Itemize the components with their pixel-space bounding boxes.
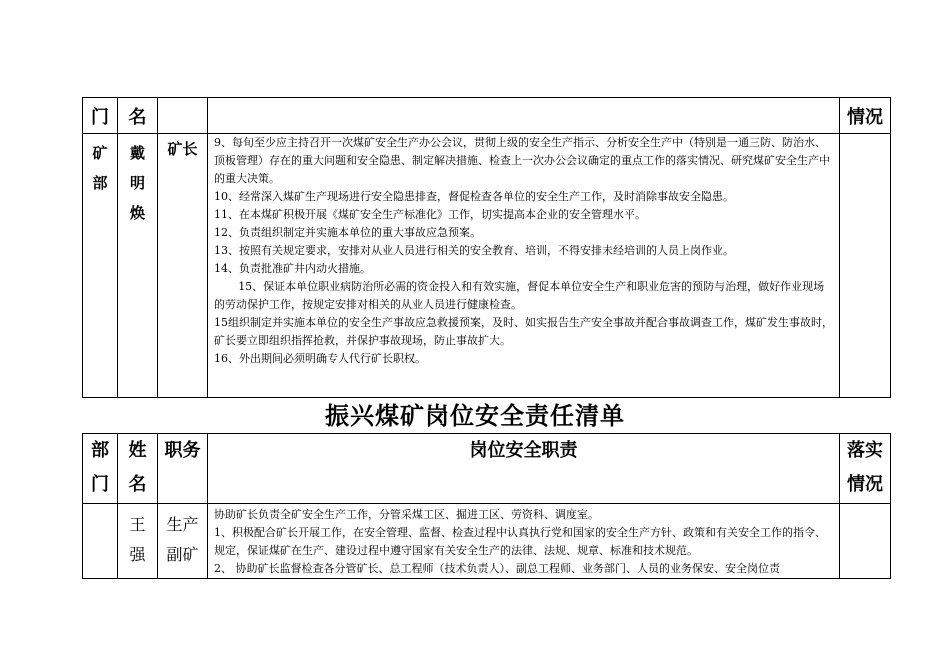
dept-char: 部: [92, 174, 108, 192]
duty-item: 12、负责组织制定并实施本单位的重大事故应急预案。: [214, 226, 481, 239]
duty-item: 11、在本煤矿积极开展《煤矿安全生产标准化》工作，切实提高本企业的安全管理水平。: [214, 208, 646, 221]
header-name: [118, 434, 158, 504]
name-char: 强: [129, 545, 146, 564]
header-name-fragment: 名: [118, 98, 158, 134]
duties-cell: [208, 504, 840, 579]
position-cell: [158, 504, 208, 579]
status-cell: [840, 504, 891, 579]
header-status-line: 情况: [847, 474, 883, 495]
duties-cell: [208, 134, 840, 398]
header-dept-char: 门: [91, 474, 109, 495]
dept-cell: [83, 504, 118, 579]
duty-item: 13、按照有关规定要求，安排对从业人员进行相关的安全教育、培训，不得安排未经培训的人员上岗作业。: [214, 244, 734, 257]
duty-item: 15组织制定并实施本单位的安全生产事故应急救援预案，及时、如实报告生产安全事故并配合事故调查工作，煤矿发生事故时，矿长要立即组织指挥抢救，并保护事故现场，防止事故扩大。: [214, 316, 833, 347]
status-cell: [840, 134, 891, 398]
header-status-fragment: 情况: [840, 98, 891, 134]
name-cell: [118, 134, 158, 398]
position-line: 生产: [166, 515, 199, 534]
header-name-char: 姓: [128, 440, 147, 461]
duty-item: 15、保证本单位职业病防治所必需的资金投入和有效实施，督促本单位安全生产和职业危害的预防与治理，做好作业现场的劳动保护工作，按规定安排对相关的从业人员进行健康检查。: [214, 280, 825, 311]
name-char: 焕: [129, 204, 145, 222]
header-duties: 岗位安全职责: [208, 434, 840, 504]
name-char: 戴: [129, 144, 145, 162]
duty-item: 1、积极配合矿长开展工作，在安全管理、监督、检查过程中认真执行党和国家的安全生产方针、政策和有关安全工作的指令、规定，保证煤矿在生产、建设过程中遵守国家有关安全生产的法律、法规、规章、标准和技术规范。: [214, 526, 826, 557]
duty-item: 协助矿长负责全矿安全生产工作，分管采煤工区、掘进工区、劳资科、调度室。: [214, 508, 599, 521]
header-position: 职务: [158, 434, 208, 504]
header-name-char: 名: [128, 474, 147, 495]
name-cell: [118, 504, 158, 579]
name-char: 明: [129, 174, 145, 192]
header-position-blank: [158, 98, 208, 134]
header-dept-char: 部: [91, 440, 109, 461]
dept-cell: [83, 134, 118, 398]
header-dept-fragment: 门: [83, 98, 118, 134]
duty-item: 14、负责批准矿井内动火措施。: [214, 262, 371, 275]
dept-char: 矿: [92, 144, 108, 162]
header-status: [840, 434, 891, 504]
position-line: 副矿: [166, 545, 199, 564]
header-duties-blank: [208, 98, 840, 134]
document-title: 振兴煤矿岗位安全责任清单: [325, 401, 625, 430]
name-char: 王: [129, 515, 146, 534]
duty-item: 16、外出期间必须明确专人代行矿长职权。: [214, 352, 426, 365]
duty-item: 10、经常深入煤矿生产现场进行安全隐患排查，督促检查各单位的安全生产工作，及时消除事故安全隐患。: [214, 190, 734, 203]
position-cell: 矿长: [158, 134, 208, 398]
duty-table: [82, 433, 891, 579]
header-dept: [83, 434, 118, 504]
duty-table-continued: [82, 97, 891, 398]
duty-item: 9、每旬至少应主持召开一次煤矿安全生产办公会议，贯彻上级的安全生产指示、分析安全生产中（特别是一通三防、防治水、顶板管理）存在的重大问题和安全隐患、制定解决措施、检查上一次办公会议确定的重点工作的落实情况、研究煤矿安全生产中的重大决策。: [214, 136, 830, 185]
header-status-line: 落实: [847, 440, 883, 461]
duty-item: 2、 协助矿长监督检查各分管矿长、总工程师（技术负责人）、副总工程师、业务部门、人员的业务保安、安全岗位责: [214, 562, 780, 575]
